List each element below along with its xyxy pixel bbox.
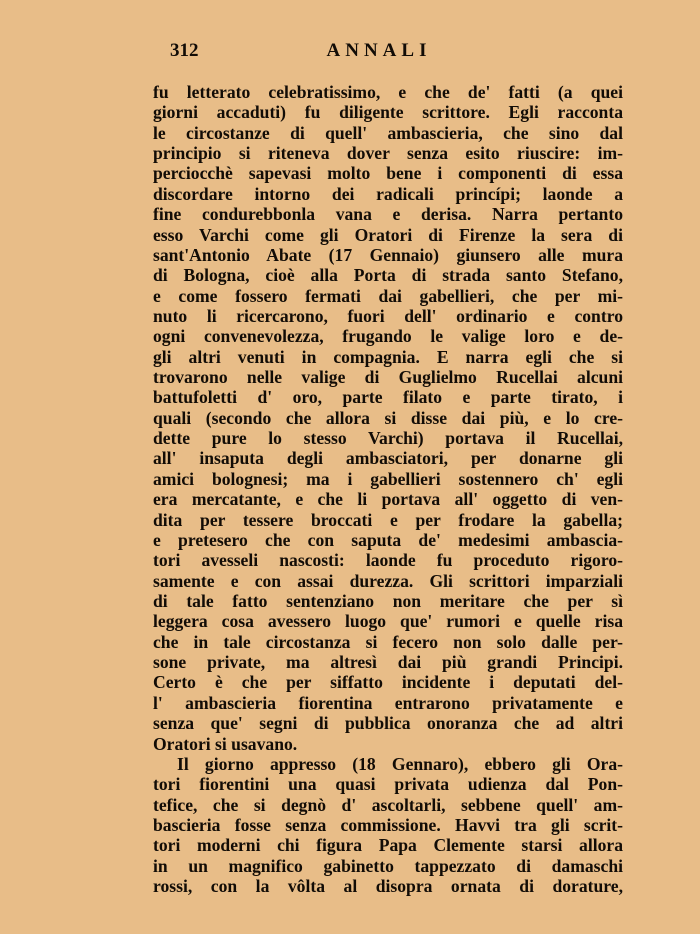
text-line: amici bolognesi; ma i gabellieri sostennero ch' egli (153, 468, 623, 489)
text-line: e come fossero fermati dai gabellieri, che per mi- (153, 285, 623, 306)
text-line: le circostanze di quell' ambascieria, che sino dal (153, 122, 623, 143)
text-line: Il giorno appresso (18 Gennaro), ebbero gli Ora- (177, 753, 623, 774)
text-line: di tale fatto sentenziano non meritare che per sì (153, 590, 623, 611)
text-line: all' insaputa degli ambasciatori, per donarne gli (153, 448, 623, 469)
text-line: senza que' segni di pubblica onoranza che ad altri (153, 713, 623, 734)
body-text (153, 82, 623, 896)
text-line: discordare intorno dei radicali princípi; laonde a (153, 183, 623, 204)
text-line: Certo è che per siffatto incidente i deputati del- (153, 672, 623, 693)
text-line: che in tale circostanza si fecero non solo dalle per- (153, 631, 623, 652)
text-line: samente e con assai durezza. Gli scrittori imparziali (153, 570, 623, 591)
text-line: bascieria fosse senza commissione. Havvi tra gli scrit- (153, 814, 623, 835)
text-line: giorni accaduti) fu diligente scrittore. Egli racconta (153, 102, 623, 123)
text-line: sone private, ma altresì dai più grandi Principi. (153, 652, 623, 673)
text-line: Oratori si usavano. (153, 733, 298, 754)
running-title: ANNALI (326, 40, 432, 61)
text-line: trovarono nelle valige di Guglielmo Rucellai alcuni (153, 367, 623, 388)
text-line: dita per tessere broccati e per frodare la gabella; (153, 509, 623, 530)
text-line: tori moderni chi figura Papa Clemente starsi allora (153, 835, 623, 856)
text-line: gli altri venuti in compagnia. E narra egli che si (153, 346, 623, 367)
text-line: dette pure lo stesso Varchi) portava il Rucellai, (153, 428, 623, 449)
text-line: principio si riteneva dover senza esito riuscire: im- (153, 143, 623, 164)
text-line: quali (secondo che allora si disse dai più, e lo cre- (153, 407, 623, 428)
text-line: esso Varchi come gli Oratori di Firenze la sera di (153, 224, 623, 245)
text-line: tefice, che si degnò d' ascoltarli, sebbene quell' am- (153, 794, 623, 815)
text-line: in un magnifico gabinetto tappezzato di damaschi (153, 855, 623, 876)
text-line: sant'Antonio Abate (17 Gennaio) giunsero alle mura (153, 244, 623, 265)
text-line: l' ambascieria fiorentina entrarono privatamente e (153, 692, 623, 713)
text-line: e pretesero che con saputa de' medesimi ambascia- (153, 529, 623, 550)
text-line: fu letterato celebratissimo, e che de' fatti (a quei (153, 82, 623, 102)
text-line: tori fiorentini una quasi privata udienza dal Pon- (153, 774, 623, 795)
text-line: perciocchè sapevasi molto bene i componenti di essa (153, 163, 623, 184)
text-line: di Bologna, cioè alla Porta di strada santo Stefano, (153, 265, 623, 286)
text-line: leggera cosa avessero luogo que' rumori e quelle risa (153, 611, 623, 632)
text-line: era mercatante, e che li portava all' oggetto di ven- (153, 489, 623, 510)
text-line: tori avesseli nascosti: laonde fu proceduto rigoro- (153, 550, 623, 571)
page-number: 312 (170, 40, 199, 61)
text-line: nuto li ricercarono, fuori dell' ordinario e contro (153, 305, 623, 326)
text-line: rossi, con la vôlta al disopra ornata di dorature, (153, 876, 623, 897)
text-line: ogni convenevolezza, frugando le valige loro e de- (153, 326, 623, 347)
text-line: battufoletti d' oro, parte filato e parte tirato, i (153, 387, 623, 408)
text-line: fine condurebbonla vana e derisa. Narra pertanto (153, 204, 623, 225)
